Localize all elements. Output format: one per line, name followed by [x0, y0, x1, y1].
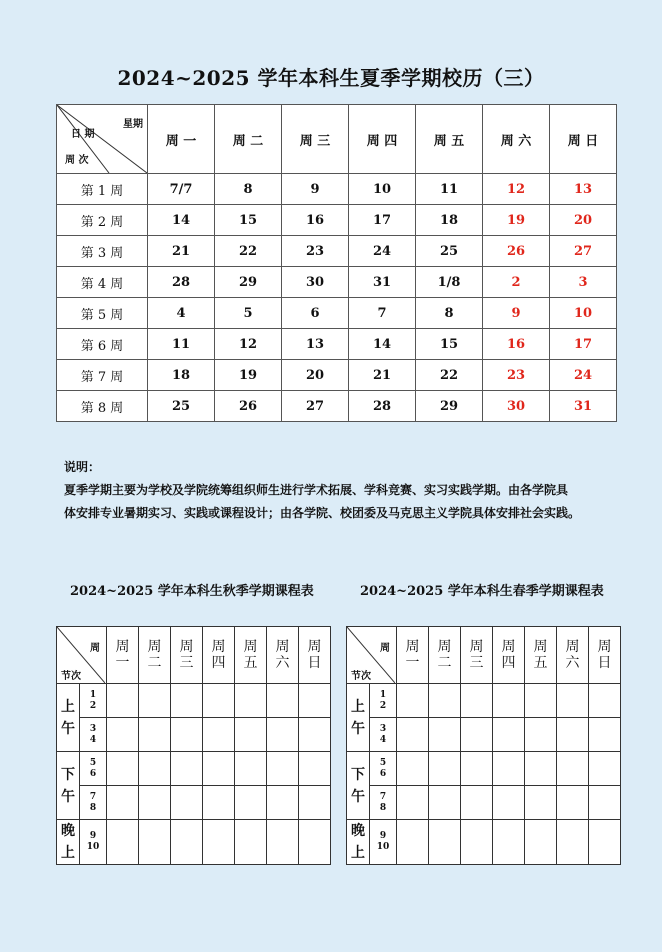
day-char: 周	[533, 639, 548, 655]
date-cell: 8	[215, 174, 282, 205]
schedule-day-header	[235, 627, 267, 684]
schedule-row	[57, 718, 331, 752]
segment-char: 午	[351, 788, 365, 805]
corner-weekday-label: 星期	[123, 119, 143, 130]
schedule-cell	[493, 684, 525, 718]
schedule-cell	[107, 786, 139, 820]
schedule-cell	[461, 684, 493, 718]
date-cell: 28	[349, 391, 416, 422]
day-char: 周	[243, 639, 258, 655]
date-cell: 13	[282, 329, 349, 360]
period-label	[370, 718, 397, 752]
schedule-row	[347, 684, 621, 718]
date-cell: 25	[416, 236, 483, 267]
schedule-cell	[525, 684, 557, 718]
day-char: 三	[179, 655, 194, 671]
schedule-cell	[493, 752, 525, 786]
date-cell: 17	[349, 205, 416, 236]
date-cell: 11	[148, 329, 215, 360]
schedule-cell	[299, 684, 331, 718]
day-char: 周	[437, 639, 452, 655]
date-cell: 25	[148, 391, 215, 422]
date-cell: 20	[550, 205, 617, 236]
notes-line-1: 夏季学期主要为学校及学院统筹组织师生进行学术拓展、学科竞赛、实习实践学期。由各学院具	[64, 483, 569, 497]
date-cell: 19	[483, 205, 550, 236]
period-label	[80, 718, 107, 752]
schedule-row	[347, 718, 621, 752]
schedule-cell	[525, 820, 557, 865]
date-cell: 28	[148, 267, 215, 298]
schedule-cell	[139, 718, 171, 752]
schedule-cell	[461, 786, 493, 820]
schedule-cell	[107, 752, 139, 786]
schedule-cell	[525, 752, 557, 786]
date-cell: 22	[416, 360, 483, 391]
date-cell: 22	[215, 236, 282, 267]
schedule-cell	[171, 684, 203, 718]
period-label	[370, 684, 397, 718]
notes-heading: 说明：	[64, 460, 101, 474]
period-number: 1	[89, 689, 97, 700]
date-cell: 29	[215, 267, 282, 298]
date-cell: 29	[416, 391, 483, 422]
day-char: 六	[275, 655, 290, 671]
schedule-cell	[525, 786, 557, 820]
date-cell: 24	[550, 360, 617, 391]
date-cell: 7/7	[148, 174, 215, 205]
schedule-day-header	[267, 627, 299, 684]
date-cell: 7	[349, 298, 416, 329]
date-cell: 26	[215, 391, 282, 422]
day-char: 五	[533, 655, 548, 671]
corner-week-label: 周	[380, 643, 390, 654]
period-label	[370, 752, 397, 786]
segment-char: 下	[351, 766, 365, 783]
date-cell: 10	[349, 174, 416, 205]
week-row	[57, 236, 617, 267]
schedule-row	[57, 820, 331, 865]
schedule-cell	[429, 786, 461, 820]
schedule-cell	[429, 684, 461, 718]
day-char: 日	[307, 655, 322, 671]
schedule-day-header	[461, 627, 493, 684]
period-number: 10	[376, 842, 390, 852]
schedule-day-header	[107, 627, 139, 684]
schedule-day-header	[139, 627, 171, 684]
schedule-day-header	[397, 627, 429, 684]
corner-date-label: 日 期	[71, 129, 95, 140]
schedule-cell	[267, 820, 299, 865]
schedule-cell	[139, 752, 171, 786]
week-row	[57, 391, 617, 422]
schedule-cell	[299, 752, 331, 786]
schedule-cell	[525, 718, 557, 752]
schedule-cell	[139, 684, 171, 718]
day-char: 周	[565, 639, 580, 655]
schedule-cell	[461, 718, 493, 752]
schedule-day-header	[557, 627, 589, 684]
date-cell: 15	[416, 329, 483, 360]
day-char: 周	[597, 639, 612, 655]
schedule-cell	[235, 718, 267, 752]
schedule-cell	[557, 820, 589, 865]
schedule-row	[347, 752, 621, 786]
wavy-divider	[52, 544, 618, 552]
period-label	[370, 786, 397, 820]
segment-label	[57, 684, 80, 752]
day-char: 四	[211, 655, 226, 671]
date-cell: 30	[282, 267, 349, 298]
spring-schedule-title: 2024~2025 学年本科生春季学期课程表	[360, 584, 604, 599]
period-number: 7	[379, 791, 387, 802]
period-label	[80, 786, 107, 820]
segment-label	[347, 684, 370, 752]
schedule-cell	[235, 820, 267, 865]
date-cell: 23	[483, 360, 550, 391]
date-cell: 30	[483, 391, 550, 422]
schedule-cell	[557, 718, 589, 752]
date-cell: 4	[148, 298, 215, 329]
schedule-cell	[267, 786, 299, 820]
date-cell: 2	[483, 267, 550, 298]
schedule-cell	[589, 786, 621, 820]
date-cell: 20	[282, 360, 349, 391]
date-cell: 16	[483, 329, 550, 360]
day-char: 二	[147, 655, 162, 671]
segment-char: 午	[61, 720, 75, 737]
segment-char: 上	[61, 698, 75, 715]
day-char: 三	[469, 655, 484, 671]
day-char: 四	[501, 655, 516, 671]
period-number: 1	[379, 689, 387, 700]
week-row	[57, 174, 617, 205]
schedule-cell	[139, 786, 171, 820]
schedule-cell	[203, 684, 235, 718]
schedule-cell	[267, 684, 299, 718]
date-cell: 8	[416, 298, 483, 329]
week-label: 第 1 周	[57, 174, 148, 205]
segment-char: 上	[61, 845, 75, 861]
schedule-cell	[299, 718, 331, 752]
date-cell: 9	[282, 174, 349, 205]
schedule-cell	[107, 718, 139, 752]
date-cell: 24	[349, 236, 416, 267]
schedule-cell	[139, 820, 171, 865]
schedule-cell	[397, 718, 429, 752]
day-char: 六	[565, 655, 580, 671]
period-number: 9	[379, 831, 387, 841]
day-char: 周	[115, 639, 130, 655]
schedule-cell	[397, 684, 429, 718]
segment-char: 晚	[351, 823, 365, 839]
schedule-cell	[299, 820, 331, 865]
spring-schedule-table	[346, 626, 621, 865]
schedule-cell	[493, 786, 525, 820]
day-char: 一	[115, 655, 130, 671]
period-number: 5	[379, 757, 387, 768]
schedule-cell	[235, 786, 267, 820]
date-cell: 27	[550, 236, 617, 267]
day-header: 周 日	[550, 105, 617, 174]
period-number: 5	[89, 757, 97, 768]
schedule-cell	[589, 820, 621, 865]
summer-calendar-table	[56, 104, 617, 422]
corner-period-label: 节次	[61, 671, 81, 682]
schedule-cell	[203, 820, 235, 865]
period-number: 8	[89, 802, 97, 813]
schedule-cell	[235, 684, 267, 718]
schedule-cell	[107, 820, 139, 865]
date-cell: 31	[550, 391, 617, 422]
day-char: 周	[405, 639, 420, 655]
segment-char: 午	[351, 720, 365, 737]
schedule-cell	[589, 752, 621, 786]
week-label: 第 8 周	[57, 391, 148, 422]
day-char: 周	[147, 639, 162, 655]
schedule-corner-cell	[57, 627, 107, 684]
date-cell: 12	[215, 329, 282, 360]
segment-label	[347, 752, 370, 820]
date-cell: 1/8	[416, 267, 483, 298]
day-char: 周	[501, 639, 516, 655]
schedule-cell	[299, 786, 331, 820]
date-cell: 18	[416, 205, 483, 236]
segment-char: 晚	[61, 823, 75, 839]
period-number: 6	[89, 768, 97, 779]
date-cell: 12	[483, 174, 550, 205]
date-cell: 31	[349, 267, 416, 298]
segment-label	[347, 820, 370, 865]
week-label: 第 7 周	[57, 360, 148, 391]
schedule-corner-cell	[347, 627, 397, 684]
period-number: 3	[89, 723, 97, 734]
week-label: 第 6 周	[57, 329, 148, 360]
schedule-day-header	[429, 627, 461, 684]
autumn-schedule-table	[56, 626, 331, 865]
day-char: 日	[597, 655, 612, 671]
segment-char: 上	[351, 698, 365, 715]
period-number: 2	[379, 700, 387, 711]
schedule-cell	[557, 752, 589, 786]
date-cell: 14	[148, 205, 215, 236]
period-number: 4	[379, 734, 387, 745]
schedule-row	[57, 786, 331, 820]
schedule-day-header	[299, 627, 331, 684]
schedule-cell	[397, 820, 429, 865]
schedule-cell	[171, 752, 203, 786]
schedule-row	[347, 820, 621, 865]
date-cell: 11	[416, 174, 483, 205]
day-char: 周	[179, 639, 194, 655]
schedule-cell	[107, 684, 139, 718]
date-cell: 9	[483, 298, 550, 329]
schedule-cell	[429, 718, 461, 752]
day-header: 周 二	[215, 105, 282, 174]
date-cell: 13	[550, 174, 617, 205]
schedule-row	[57, 752, 331, 786]
period-label	[80, 752, 107, 786]
schedule-cell	[203, 718, 235, 752]
period-label	[80, 820, 107, 865]
schedule-cell	[171, 786, 203, 820]
date-cell: 16	[282, 205, 349, 236]
day-char: 周	[211, 639, 226, 655]
schedule-cell	[493, 718, 525, 752]
date-cell: 18	[148, 360, 215, 391]
date-cell: 21	[148, 236, 215, 267]
segment-label	[57, 752, 80, 820]
date-cell: 23	[282, 236, 349, 267]
period-number: 8	[379, 802, 387, 813]
calendar-corner-cell	[57, 105, 148, 174]
period-number: 3	[379, 723, 387, 734]
schedule-row	[57, 684, 331, 718]
schedule-cell	[557, 684, 589, 718]
schedule-cell	[267, 752, 299, 786]
date-cell: 26	[483, 236, 550, 267]
day-char: 一	[405, 655, 420, 671]
period-number: 9	[89, 831, 97, 841]
segment-char: 下	[61, 766, 75, 783]
schedule-cell	[429, 820, 461, 865]
segment-char: 上	[351, 845, 365, 861]
schedule-cell	[171, 718, 203, 752]
date-cell: 21	[349, 360, 416, 391]
week-label: 第 3 周	[57, 236, 148, 267]
schedule-cell	[461, 820, 493, 865]
segment-label	[57, 820, 80, 865]
date-cell: 6	[282, 298, 349, 329]
date-cell: 14	[349, 329, 416, 360]
day-char: 二	[437, 655, 452, 671]
schedule-cell	[267, 718, 299, 752]
schedule-cell	[493, 820, 525, 865]
schedule-cell	[589, 684, 621, 718]
schedule-row	[347, 786, 621, 820]
date-cell: 5	[215, 298, 282, 329]
week-row	[57, 360, 617, 391]
corner-week-label: 周	[90, 643, 100, 654]
schedule-cell	[203, 786, 235, 820]
schedule-cell	[235, 752, 267, 786]
autumn-schedule-title: 2024~2025 学年本科生秋季学期课程表	[70, 584, 314, 599]
period-number: 4	[89, 734, 97, 745]
corner-week-label: 周 次	[65, 155, 89, 166]
day-char: 周	[307, 639, 322, 655]
date-cell: 27	[282, 391, 349, 422]
schedule-cell	[203, 752, 235, 786]
period-number: 2	[89, 700, 97, 711]
date-cell: 19	[215, 360, 282, 391]
schedule-cell	[589, 718, 621, 752]
date-cell: 17	[550, 329, 617, 360]
day-header: 周 六	[483, 105, 550, 174]
day-char: 五	[243, 655, 258, 671]
schedule-cell	[171, 820, 203, 865]
week-row	[57, 329, 617, 360]
week-row	[57, 205, 617, 236]
schedule-cell	[461, 752, 493, 786]
day-char: 周	[469, 639, 484, 655]
schedule-cell	[557, 786, 589, 820]
date-cell: 10	[550, 298, 617, 329]
schedule-day-header	[171, 627, 203, 684]
schedule-day-header	[525, 627, 557, 684]
period-label	[370, 820, 397, 865]
notes-line-2: 体安排专业暑期实习、实践或课程设计；由各学院、校团委及马克思主义学院具体安排社会实践。	[64, 506, 581, 520]
date-cell: 3	[550, 267, 617, 298]
schedule-day-header	[203, 627, 235, 684]
day-header: 周 三	[282, 105, 349, 174]
day-header: 周 一	[148, 105, 215, 174]
schedule-cell	[397, 786, 429, 820]
period-number: 10	[86, 842, 100, 852]
week-label: 第 2 周	[57, 205, 148, 236]
day-char: 周	[275, 639, 290, 655]
date-cell: 15	[215, 205, 282, 236]
segment-char: 午	[61, 788, 75, 805]
week-label: 第 5 周	[57, 298, 148, 329]
page-title: 2024~2025 学年本科生夏季学期校历（三）	[117, 66, 545, 90]
period-label	[80, 684, 107, 718]
day-header: 周 四	[349, 105, 416, 174]
schedule-cell	[429, 752, 461, 786]
period-number: 7	[89, 791, 97, 802]
week-row	[57, 298, 617, 329]
week-row	[57, 267, 617, 298]
period-number: 6	[379, 768, 387, 779]
week-label: 第 4 周	[57, 267, 148, 298]
schedule-day-header	[493, 627, 525, 684]
notes-section	[64, 456, 624, 525]
corner-period-label: 节次	[351, 671, 371, 682]
day-header: 周 五	[416, 105, 483, 174]
schedule-day-header	[589, 627, 621, 684]
schedule-cell	[397, 752, 429, 786]
